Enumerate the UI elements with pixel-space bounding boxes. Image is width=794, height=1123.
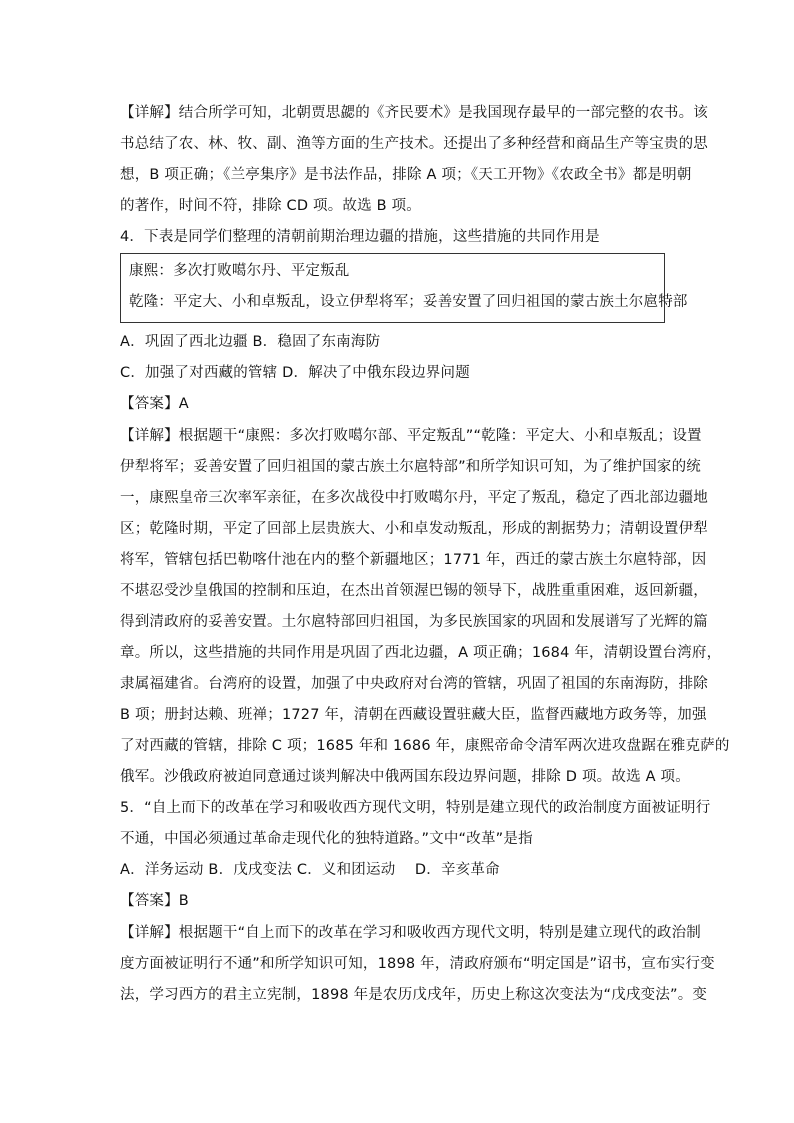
question-5-stem-cont: 不通，中国必须通过革命走现代化的独特道路。”文中“改革”是指	[120, 831, 533, 847]
paragraph-line: 得到清政府的妥善安置。土尔扈特部回归祖国，为多民族国家的巩固和发展谱写了光辉的篇	[120, 614, 708, 630]
question-5-options: A．洋务运动 B．戊戌变法 C．义和团运动 D．辛亥革命	[120, 862, 500, 878]
table-row-qianlong: 乾隆：平定大、小和卓叛乱，设立伊犁将军；妥善安置了回归祖国的蒙古族土尔扈特部	[129, 294, 688, 310]
paragraph-line: 一，康熙皇帝三次率军亲征，在多次战役中打败噶尔丹，平定了叛乱，稳定了西北部边疆地	[120, 490, 708, 506]
paragraph-line: 隶属福建省。台湾府的设置，加强了中央政府对台湾的管辖，巩固了祖国的东南海防，排除	[120, 676, 708, 692]
paragraph-line: 伊犁将军；妥善安置了回归祖国的蒙古族土尔扈特部”和所学知识可知，为了维护国家的统	[120, 459, 702, 475]
paragraph-line: 书总结了农、林、牧、副、渔等方面的生产技术。还提出了多种经营和商品生产等宝贵的思	[120, 136, 708, 152]
paragraph-line: 区；乾隆时期，平定了回部上层贵族大、小和卓发动叛乱，形成的割据势力；清朝设置伊犁	[120, 521, 708, 537]
paragraph-line: 俄军。沙俄政府被迫同意通过谈判解决中俄两国东段边界问题，排除 D 项。故选 A 项。	[120, 769, 690, 785]
paragraph-line: 将军，管辖包括巴勒喀什池在内的整个新疆地区；1771 年，西迁的蒙古族土尔扈特部，因	[120, 552, 707, 568]
paragraph-line: 了对西藏的管辖，排除 C 项；1685 年和 1686 年，康熙帝命令清军两次进攻盘踞在雅克萨的	[120, 738, 730, 754]
table-row-kangxi: 康熙：多次打败噶尔丹、平定叛乱	[129, 263, 350, 279]
paragraph-line: 想，B 项正确；《兰亭集序》是书法作品，排除 A 项；《天工开物》《农政全书》都是明朝	[120, 167, 692, 183]
paragraph-line: 的著作，时间不符，排除 CD 项。故选 B 项。	[120, 198, 421, 214]
paragraph-line: 【详解】根据题干“康熙：多次打败噶尔部、平定叛乱”“乾隆：平定大、小和卓叛乱；设置	[120, 428, 702, 444]
paragraph-line: 度方面被证明行不通”和所学知识可知，1898 年，清政府颁布“明定国是”诏书，宣布实行变	[120, 956, 715, 972]
paragraph-line: 【详解】结合所学可知，北朝贾思勰的《齐民要术》是我国现存最早的一部完整的农书。该	[120, 105, 708, 121]
paragraph-line: B 项；册封达赖、班禅；1727 年，清朝在西藏设置驻藏大臣，监督西藏地方政务等，加强	[120, 707, 707, 723]
question-4-options-cd: C．加强了对西藏的管辖 D．解决了中俄东段边界问题	[120, 365, 470, 381]
measures-table	[120, 253, 688, 323]
answer-label: 【答案】A	[120, 396, 189, 412]
question-4-options-ab: A．巩固了西北边疆 B．稳固了东南海防	[120, 334, 381, 350]
question-4-stem: 4．下表是同学们整理的清朝前期治理边疆的措施，这些措施的共同作用是	[120, 229, 600, 245]
paragraph-line: 章。所以，这些措施的共同作用是巩固了西北边疆，A 项正确；1684 年，清朝设置台湾府，	[120, 645, 722, 661]
answer-label: 【答案】B	[120, 893, 189, 909]
paragraph-line: 【详解】根据题干“自上而下的改革在学习和吸收西方现代文明，特别是建立现代的政治制	[120, 925, 702, 941]
paragraph-line: 法，学习西方的君主立宪制，1898 年是农历戊戌年，历史上称这次变法为“戊戌变法”。变	[120, 987, 708, 1003]
paragraph-line: 不堪忍受沙皇俄国的控制和压迫，在杰出首领渥巴锡的领导下，战胜重重困难，返回新疆，	[120, 583, 708, 599]
question-5-stem: 5．“自上而下的改革在学习和吸收西方现代文明，特别是建立现代的政治制度方面被证明行	[120, 800, 711, 816]
